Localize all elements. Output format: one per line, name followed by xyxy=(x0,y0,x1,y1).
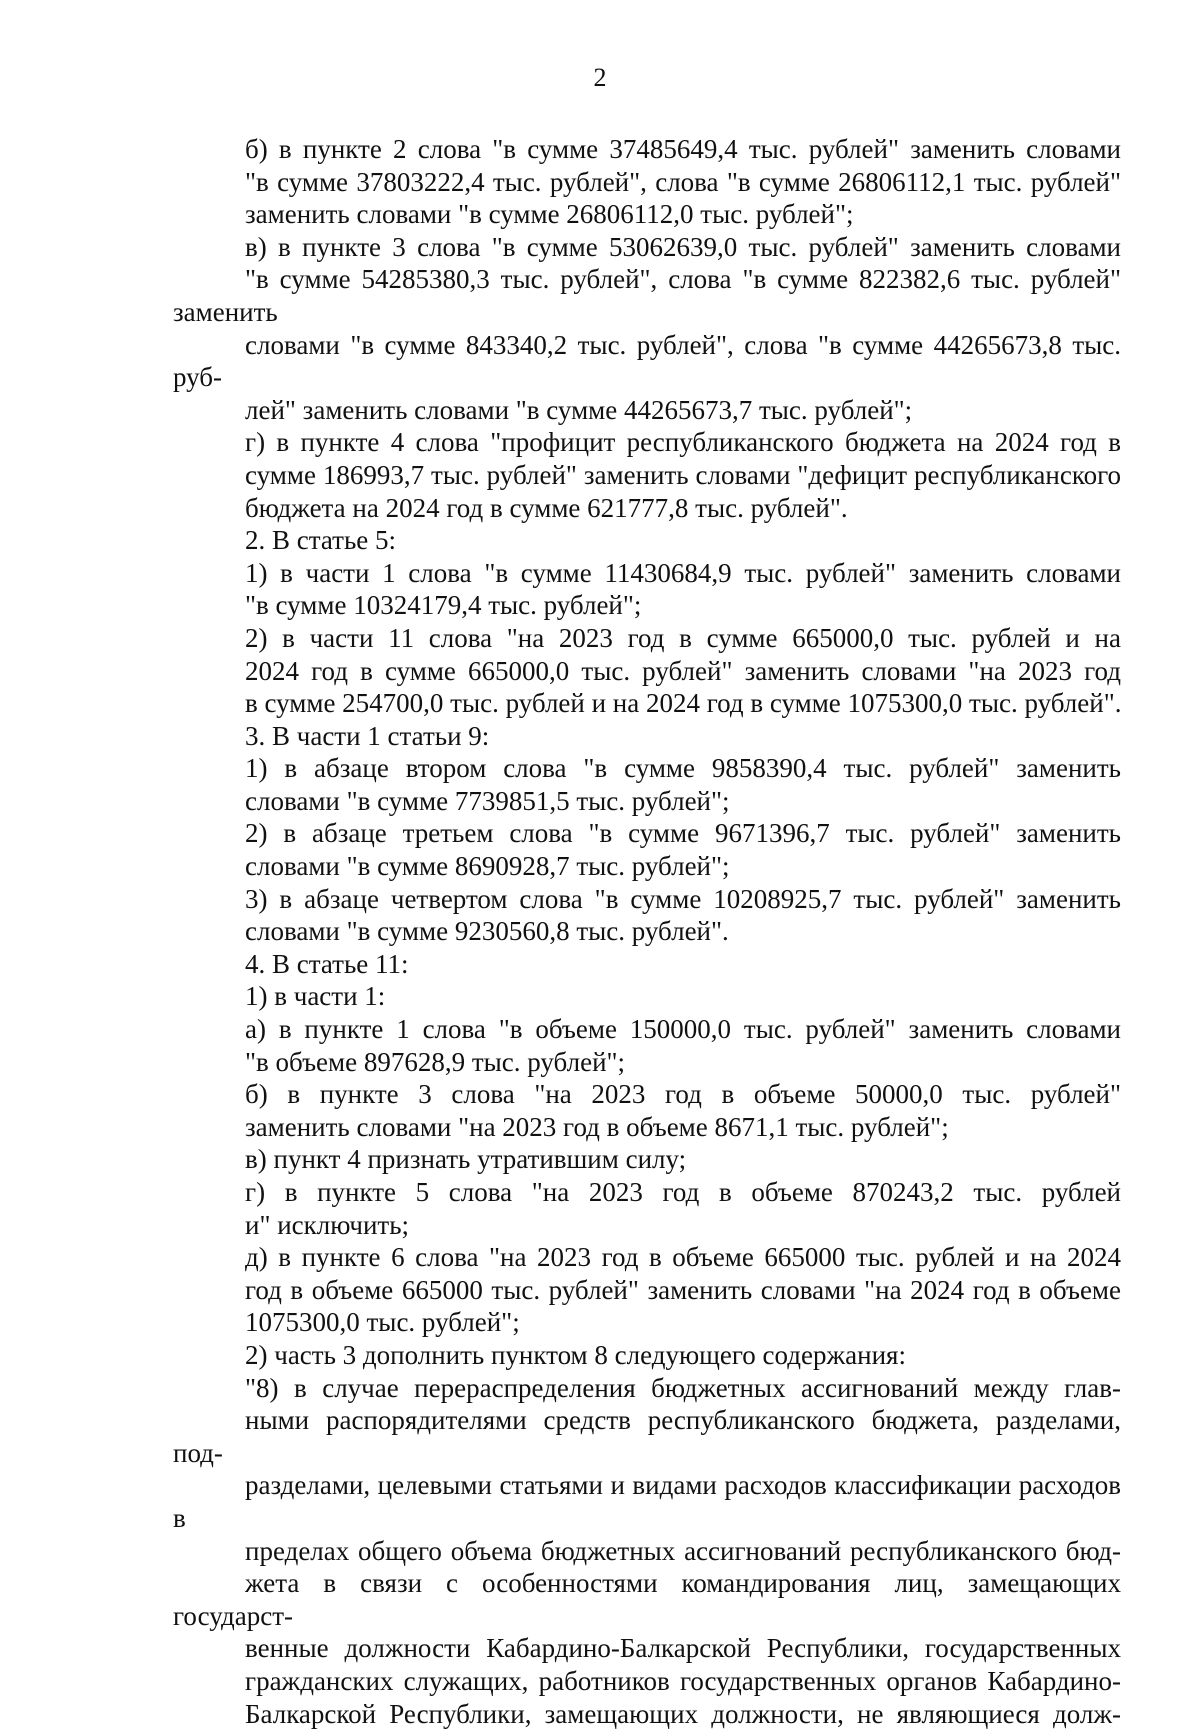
text-line: венные должности Кабардино-Балкарской Республики, государственных xyxy=(173,1632,1121,1665)
text-line: в) в пункте 3 слова "в сумме 53062639,0 тыс. рублей" заменить словами xyxy=(173,231,1121,264)
text-line: 1) в абзаце втором слова "в сумме 9858390,4 тыс. рублей" заменить xyxy=(173,752,1121,785)
text-line: словами "в сумме 8690928,7 тыс. рублей"; xyxy=(173,850,1121,883)
paragraph xyxy=(173,1013,1121,1078)
text-line: словами "в сумме 843340,2 тыс. рублей", слова "в сумме 44265673,8 тыс. руб- xyxy=(173,329,1121,394)
paragraph xyxy=(173,720,1121,753)
text-line: бюджета на 2024 год в сумме 621777,8 тыс. рублей". xyxy=(173,492,1121,525)
page-number: 2 xyxy=(0,62,1200,94)
text-line: б) в пункте 2 слова "в сумме 37485649,4 тыс. рублей" заменить словами xyxy=(173,133,1121,166)
text-line: ными распорядителями средств республиканского бюджета, разделами, под- xyxy=(173,1404,1121,1469)
paragraph xyxy=(173,1176,1121,1241)
paragraph xyxy=(173,883,1121,948)
text-line: "8) в случае перераспределения бюджетных ассигнований между глав- xyxy=(173,1372,1121,1405)
paragraph xyxy=(173,1372,1121,1730)
text-line: 1) в части 1: xyxy=(173,980,1121,1013)
text-line: а) в пункте 1 слова "в объеме 150000,0 тыс. рублей" заменить словами xyxy=(173,1013,1121,1046)
text-line: 1) в части 1 слова "в сумме 11430684,9 тыс. рублей" заменить словами xyxy=(173,557,1121,590)
text-line: в сумме 254700,0 тыс. рублей и на 2024 год в сумме 1075300,0 тыс. рублей". xyxy=(173,687,1121,720)
paragraph xyxy=(173,1241,1121,1339)
paragraph xyxy=(173,1143,1121,1176)
text-line: 3. В части 1 статьи 9: xyxy=(173,720,1121,753)
text-line: 1075300,0 тыс. рублей"; xyxy=(173,1306,1121,1339)
paragraph xyxy=(173,980,1121,1013)
text-line: 2. В статье 5: xyxy=(173,524,1121,557)
paragraph xyxy=(173,133,1121,231)
text-line: "в сумме 54285380,3 тыс. рублей", слова "в сумме 822382,6 тыс. рублей" заменить xyxy=(173,263,1121,328)
text-line: 2) в части 11 слова "на 2023 год в сумме 665000,0 тыс. рублей и на xyxy=(173,622,1121,655)
paragraph xyxy=(173,557,1121,622)
text-line: и" исключить; xyxy=(173,1209,1121,1242)
text-line: "в сумме 10324179,4 тыс. рублей"; xyxy=(173,589,1121,622)
text-line: год в объеме 665000 тыс. рублей" заменить словами "на 2024 год в объеме xyxy=(173,1274,1121,1307)
text-line: б) в пункте 3 слова "на 2023 год в объеме 50000,0 тыс. рублей" xyxy=(173,1078,1121,1111)
paragraph xyxy=(173,524,1121,557)
paragraph xyxy=(173,948,1121,981)
text-line: г) в пункте 5 слова "на 2023 год в объеме 870243,2 тыс. рублей xyxy=(173,1176,1121,1209)
paragraph xyxy=(173,1339,1121,1372)
text-line: заменить словами "на 2023 год в объеме 8671,1 тыс. рублей"; xyxy=(173,1111,1121,1144)
text-line: 4. В статье 11: xyxy=(173,948,1121,981)
text-line: 2024 год в сумме 665000,0 тыс. рублей" заменить словами "на 2023 год xyxy=(173,655,1121,688)
paragraph xyxy=(173,752,1121,817)
text-line: "в сумме 37803222,4 тыс. рублей", слова "в сумме 26806112,1 тыс. рублей" xyxy=(173,166,1121,199)
text-line: Балкарской Республики, замещающих должности, не являющиеся долж- xyxy=(173,1698,1121,1730)
paragraph xyxy=(173,817,1121,882)
paragraph xyxy=(173,426,1121,524)
text-line: д) в пункте 6 слова "на 2023 год в объеме 665000 тыс. рублей и на 2024 xyxy=(173,1241,1121,1274)
paragraph xyxy=(173,622,1121,720)
text-line: в) пункт 4 признать утратившим силу; xyxy=(173,1143,1121,1176)
text-line: пределах общего объема бюджетных ассигнований республиканского бюд- xyxy=(173,1535,1121,1568)
text-line: жета в связи с особенностями командирования лиц, замещающих государст- xyxy=(173,1567,1121,1632)
text-line: 2) часть 3 дополнить пунктом 8 следующего содержания: xyxy=(173,1339,1121,1372)
text-line: разделами, целевыми статьями и видами расходов классификации расходов в xyxy=(173,1469,1121,1534)
text-line: 2) в абзаце третьем слова "в сумме 9671396,7 тыс. рублей" заменить xyxy=(173,817,1121,850)
text-line: словами "в сумме 9230560,8 тыс. рублей". xyxy=(173,915,1121,948)
text-line: лей" заменить словами "в сумме 44265673,7 тыс. рублей"; xyxy=(173,394,1121,427)
document-body xyxy=(173,133,1121,1730)
text-line: гражданских служащих, работников государственных органов Кабардино- xyxy=(173,1665,1121,1698)
paragraph xyxy=(173,231,1121,427)
paragraph xyxy=(173,1078,1121,1143)
text-line: "в объеме 897628,9 тыс. рублей"; xyxy=(173,1046,1121,1079)
text-line: сумме 186993,7 тыс. рублей" заменить словами "дефицит республиканского xyxy=(173,459,1121,492)
text-line: заменить словами "в сумме 26806112,0 тыс. рублей"; xyxy=(173,198,1121,231)
text-line: словами "в сумме 7739851,5 тыс. рублей"; xyxy=(173,785,1121,818)
text-line: г) в пункте 4 слова "профицит республиканского бюджета на 2024 год в xyxy=(173,426,1121,459)
text-line: 3) в абзаце четвертом слова "в сумме 10208925,7 тыс. рублей" заменить xyxy=(173,883,1121,916)
